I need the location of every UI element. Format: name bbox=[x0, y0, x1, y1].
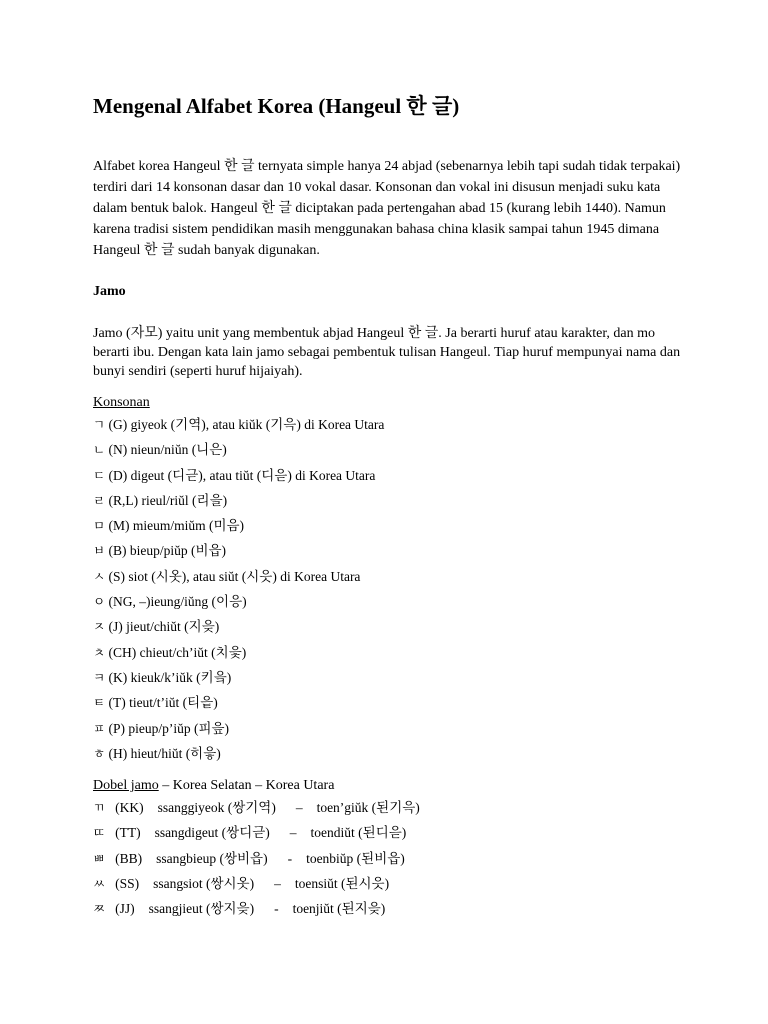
jamo-letter: ㅁ bbox=[93, 518, 106, 534]
konsonan-item bbox=[93, 437, 688, 462]
jamo-letter: ㄱ bbox=[93, 417, 106, 432]
dobel-code: (BB) bbox=[115, 850, 143, 866]
dobel-jamo-item bbox=[93, 795, 688, 820]
konsonan-description: (S) siot (시옷), atau siŭt (시읏) di Korea Utara bbox=[108, 568, 361, 584]
konsonan-item bbox=[93, 665, 688, 690]
dobel-separator: - bbox=[274, 901, 279, 917]
jamo-letter: ㅈ bbox=[93, 619, 106, 635]
konsonan-item bbox=[93, 538, 688, 563]
jamo-letter: ㅊ bbox=[93, 644, 106, 660]
konsonan-description: (M) mieum/miŭm (미음) bbox=[108, 518, 245, 534]
jamo-letter: ㅍ bbox=[93, 720, 106, 736]
jamo-letter: ㅃ bbox=[93, 850, 106, 866]
jamo-letter: ㄷ bbox=[93, 467, 106, 483]
konsonan-item bbox=[93, 564, 688, 589]
dobel-separator: – bbox=[274, 876, 281, 892]
intro-paragraph: Alfabet korea Hangeul 한 글 ternyata simple hanya 24 abjad (sebenarnya lebih tapi sudah tidak terpakai) terdiri dari 14 konsonan dasar dan 10 vokal dasar. Konsonan dan vokal ini disusun menjadi suku kata dalam bentuk balok. Hangeul 한 글 diciptakan pada pertengahan abad 15 (kurang lebih 1440). Namun karena tradisi sistem pendidikan masih menggunakan bahasa china klasik sampai tahun 1945 dimana Hangeul 한 글 sudah banyak digunakan. bbox=[93, 159, 681, 258]
konsonan-item bbox=[93, 640, 688, 665]
dobel-jamo-item bbox=[93, 896, 688, 921]
konsonan-description: (N) nieun/niŭn (니은) bbox=[108, 442, 227, 458]
north-korea-name: toenbiŭp (된비읍) bbox=[306, 850, 405, 866]
konsonan-item bbox=[93, 589, 688, 614]
south-korea-name: ssangsiot (쌍시옷) bbox=[153, 876, 255, 892]
north-korea-name: toenjiŭt (된지읒) bbox=[292, 901, 386, 917]
south-korea-name: ssangjieut (쌍지읒) bbox=[148, 901, 255, 917]
jamo-letter: ㄸ bbox=[93, 825, 106, 841]
konsonan-item bbox=[93, 513, 688, 538]
dobel-jamo-item bbox=[93, 820, 688, 845]
dobel-jamo-heading bbox=[93, 776, 688, 795]
konsonan-description: (D) digeut (디귿), atau tiŭt (디읃) di Korea Utara bbox=[108, 467, 376, 483]
konsonan-description: (CH) chieut/ch’iŭt (치읓) bbox=[108, 644, 247, 660]
jamo-letter: ㄲ bbox=[93, 800, 106, 816]
jamo-letter: ㅂ bbox=[93, 543, 106, 559]
jamo-letter: ㅋ bbox=[93, 669, 106, 685]
jamo-heading: Jamo bbox=[93, 284, 126, 299]
north-korea-name: toen’giŭk (된기윽) bbox=[316, 800, 420, 816]
dobel-code: (TT) bbox=[115, 825, 141, 841]
dobel-separator: - bbox=[287, 850, 293, 866]
konsonan-item bbox=[93, 488, 688, 513]
dobel-jamo-item bbox=[93, 846, 688, 871]
south-korea-name: ssangdigeut (쌍디귿) bbox=[154, 825, 270, 841]
jamo-letter: ㅉ bbox=[93, 901, 106, 917]
dobel-separator: – bbox=[295, 800, 303, 816]
jamo-letter: ㄹ bbox=[93, 492, 106, 508]
dobel-code: (SS) bbox=[115, 876, 140, 892]
dobel-code: (KK) bbox=[115, 800, 144, 816]
jamo-letter: ㅇ bbox=[93, 594, 106, 610]
konsonan-description: (NG, –)ieung/iŭng (이응) bbox=[108, 594, 247, 610]
konsonan-description: (K) kieuk/k’iŭk (키읔) bbox=[108, 669, 232, 685]
konsonan-description: (G) giyeok (기역), atau kiŭk (기윽) di Korea Utara bbox=[108, 417, 385, 432]
dobel-jamo-heading-rest: – Korea Selatan – Korea Utara bbox=[158, 778, 335, 794]
jamo-letter: ㅎ bbox=[93, 745, 106, 761]
jamo-letter: ㅌ bbox=[93, 695, 106, 711]
dobel-jamo-item bbox=[93, 871, 688, 896]
konsonan-description: (J) jieut/chiŭt (지읒) bbox=[108, 619, 220, 635]
konsonan-list bbox=[93, 412, 688, 766]
konsonan-item bbox=[93, 412, 688, 437]
jamo-letter: ㅅ bbox=[93, 568, 106, 584]
konsonan-item bbox=[93, 716, 688, 741]
konsonan-description: (R,L) rieul/riŭl (리을) bbox=[108, 492, 228, 508]
dobel-code: (JJ) bbox=[115, 901, 135, 917]
dobel-jamo-list bbox=[93, 795, 688, 921]
jamo-description: Jamo (자모) yaitu unit yang membentuk abjad Hangeul 한 글. Ja berarti huruf atau karakter, dan mo berarti ibu. Dengan kata lain jamo sebagai pembentuk tulisan Hangeul. Tiap huruf mempunyai nama dan bunyi sendiri (seperti huruf hijaiyah). bbox=[93, 326, 681, 379]
north-korea-name: toensiŭt (된시읏) bbox=[294, 876, 390, 892]
konsonan-item bbox=[93, 614, 688, 639]
konsonan-description: (P) pieup/p’iŭp (피읖) bbox=[108, 720, 230, 736]
konsonan-item bbox=[93, 463, 688, 488]
south-korea-name: ssanggiyeok (쌍기역) bbox=[157, 800, 276, 816]
konsonan-description: (T) tieut/t’iŭt (티읕) bbox=[108, 695, 218, 711]
konsonan-item bbox=[93, 690, 688, 715]
dobel-jamo-heading-label: Dobel jamo bbox=[93, 778, 159, 794]
jamo-letter: ㄴ bbox=[93, 442, 106, 458]
konsonan-item bbox=[93, 741, 688, 766]
konsonan-description: (B) bieup/piŭp (비읍) bbox=[108, 543, 227, 559]
south-korea-name: ssangbieup (쌍비읍) bbox=[156, 850, 268, 866]
konsonan-heading: Konsonan bbox=[93, 395, 150, 410]
page-title: Mengenal Alfabet Korea (Hangeul 한 글) bbox=[93, 94, 460, 118]
konsonan-description: (H) hieut/hiŭt (히읗) bbox=[108, 745, 221, 761]
jamo-letter: ㅆ bbox=[93, 876, 106, 892]
dobel-separator: – bbox=[289, 825, 297, 841]
north-korea-name: toendiŭt (된디읃) bbox=[310, 825, 407, 841]
